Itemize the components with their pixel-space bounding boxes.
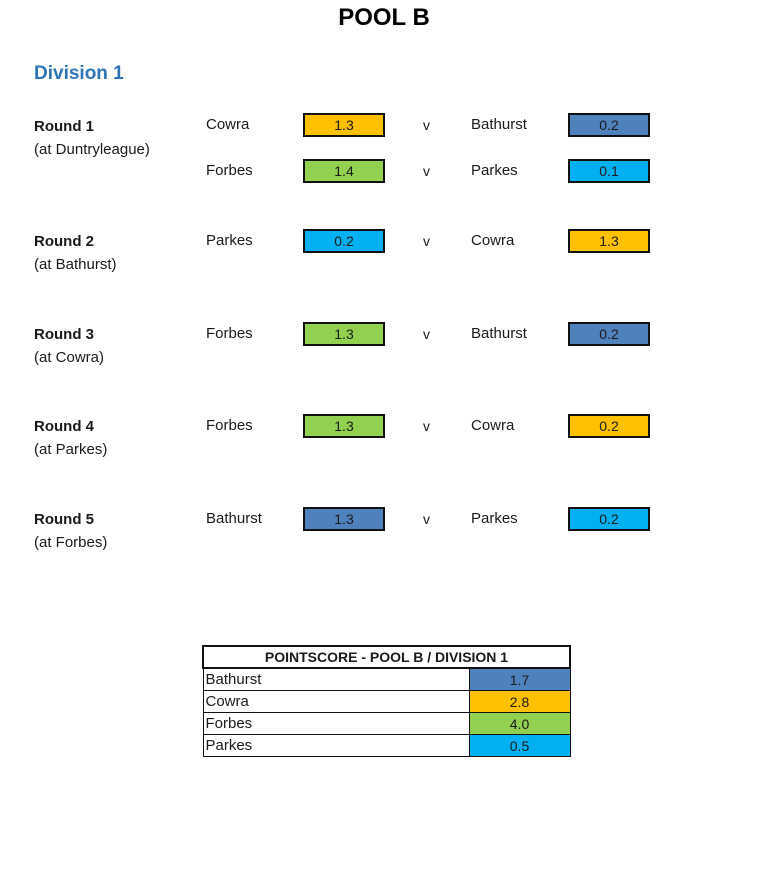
round-label: Round 3: [34, 326, 94, 343]
match-row: [0, 113, 768, 137]
versus-label: v: [423, 326, 430, 342]
away-team: Cowra: [471, 232, 515, 249]
away-score: 1.3: [568, 229, 650, 253]
round-venue: (at Bathurst): [34, 256, 117, 273]
table-row: [203, 668, 570, 691]
away-team: Parkes: [471, 162, 518, 179]
home-team: Bathurst: [206, 510, 262, 527]
round-venue: (at Forbes): [34, 534, 108, 551]
away-team: Parkes: [471, 510, 518, 527]
away-score: 0.1: [568, 159, 650, 183]
home-team: Forbes: [206, 417, 253, 434]
team-cell: Cowra: [203, 691, 469, 713]
round-label: Round 1: [34, 118, 94, 135]
home-score: 1.3: [303, 322, 385, 346]
match-row: [0, 229, 768, 253]
versus-label: v: [423, 418, 430, 434]
away-score: 0.2: [568, 507, 650, 531]
home-team: Parkes: [206, 232, 253, 249]
round-label: Round 5: [34, 511, 94, 528]
away-team: Bathurst: [471, 116, 527, 133]
table-row: [203, 691, 570, 713]
round-label: Round 4: [34, 418, 94, 435]
table-row: [203, 713, 570, 735]
away-team: Bathurst: [471, 325, 527, 342]
points-cell: 2.8: [469, 691, 570, 713]
points-cell: 0.5: [469, 735, 570, 757]
page-title: POOL B: [338, 4, 430, 31]
away-score: 0.2: [568, 113, 650, 137]
team-cell: Bathurst: [203, 668, 469, 691]
home-team: Cowra: [206, 116, 250, 133]
versus-label: v: [423, 233, 430, 249]
versus-label: v: [423, 511, 430, 527]
match-row: [0, 159, 768, 183]
versus-label: v: [423, 117, 430, 133]
pointscore-title: POINTSCORE - POOL B / DIVISION 1: [203, 646, 570, 668]
round-venue: (at Cowra): [34, 349, 105, 366]
home-score: 1.4: [303, 159, 385, 183]
table-row: [203, 735, 570, 757]
round-label: Round 2: [34, 233, 94, 250]
home-score: 1.3: [303, 507, 385, 531]
home-team: Forbes: [206, 325, 253, 342]
versus-label: v: [423, 163, 430, 179]
home-score: 1.3: [303, 414, 385, 438]
points-cell: 4.0: [469, 713, 570, 735]
match-row: [0, 322, 768, 346]
round-venue: (at Parkes): [34, 441, 108, 458]
team-cell: Parkes: [203, 735, 469, 757]
away-score: 0.2: [568, 414, 650, 438]
match-row: [0, 414, 768, 438]
home-score: 0.2: [303, 229, 385, 253]
match-row: [0, 507, 768, 531]
points-cell: 1.7: [469, 668, 570, 691]
pointscore-table: [202, 645, 571, 757]
away-score: 0.2: [568, 322, 650, 346]
away-team: Cowra: [471, 417, 515, 434]
home-team: Forbes: [206, 162, 253, 179]
team-cell: Forbes: [203, 713, 469, 735]
division-title: Division 1: [34, 63, 124, 84]
home-score: 1.3: [303, 113, 385, 137]
round-venue: (at Duntryleague): [34, 141, 150, 158]
